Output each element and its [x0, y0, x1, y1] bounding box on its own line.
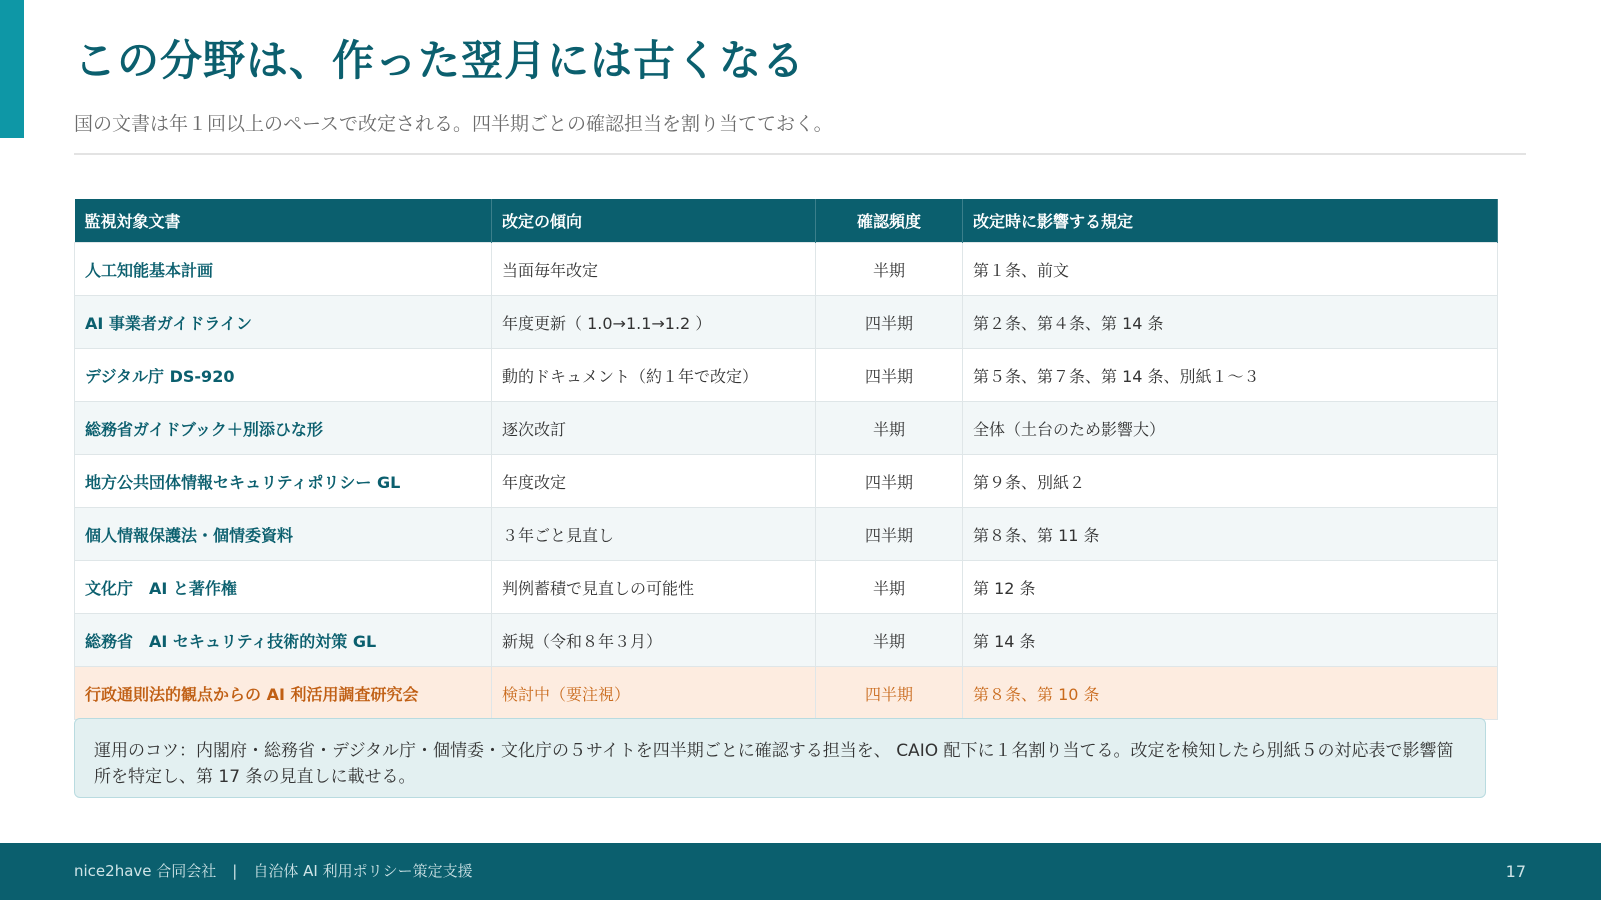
- trend-cell: 年度改定: [492, 455, 816, 508]
- trend-cell: 検討中（要注視）: [492, 667, 816, 720]
- frequency-cell: 半期: [816, 243, 963, 296]
- frequency-cell: 四半期: [816, 296, 963, 349]
- rules-cell: 第 14 条: [963, 614, 1498, 667]
- header-divider: [74, 153, 1526, 155]
- trend-cell: 逐次改訂: [492, 402, 816, 455]
- document-cell: 人工知能基本計画: [75, 243, 492, 296]
- frequency-cell: 四半期: [816, 455, 963, 508]
- footer: [0, 843, 1601, 900]
- trend-cell: 新規（令和８年３月）: [492, 614, 816, 667]
- frequency-cell: 半期: [816, 561, 963, 614]
- column-header-document: 監視対象文書: [75, 199, 492, 243]
- monitoring-table: [74, 199, 1498, 720]
- tip-callout: 運用のコツ：内閣府・総務省・デジタル庁・個情委・文化庁の５サイトを四半期ごとに確認する担当を、 CAIO 配下に１名割り当てる。改定を検知したら別紙５の対応表で影響箇所を特定し、第 17 条の見直しに載せる。: [74, 718, 1486, 798]
- column-header-trend: 改定の傾向: [492, 199, 816, 243]
- rules-cell: 第８条、第 10 条: [963, 667, 1498, 720]
- trend-cell: 判例蓄積で見直しの可能性: [492, 561, 816, 614]
- frequency-cell: 四半期: [816, 667, 963, 720]
- frequency-cell: 半期: [816, 402, 963, 455]
- rules-cell: 第１条、前文: [963, 243, 1498, 296]
- table-row: [75, 243, 1498, 296]
- table-row: [75, 402, 1498, 455]
- table-row: [75, 349, 1498, 402]
- rules-cell: 全体（土台のため影響大）: [963, 402, 1498, 455]
- rules-cell: 第８条、第 11 条: [963, 508, 1498, 561]
- page-number: 17: [1505, 862, 1526, 881]
- document-cell: 地方公共団体情報セキュリティポリシー GL: [75, 455, 492, 508]
- document-cell: 個人情報保護法・個情委資料: [75, 508, 492, 561]
- footer-project: 自治体 AI 利用ポリシー策定支援: [253, 862, 473, 880]
- page-title: この分野は、作った翌月には古くなる: [74, 36, 806, 85]
- document-cell: AI 事業者ガイドライン: [75, 296, 492, 349]
- footer-company: nice2have 合同会社: [74, 862, 217, 880]
- table-row: [75, 296, 1498, 349]
- document-cell: デジタル庁 DS-920: [75, 349, 492, 402]
- frequency-cell: 半期: [816, 614, 963, 667]
- trend-cell: 動的ドキュメント（約１年で改定）: [492, 349, 816, 402]
- accent-bar: [0, 0, 24, 138]
- document-cell: 総務省ガイドブック＋別添ひな形: [75, 402, 492, 455]
- table-row: [75, 561, 1498, 614]
- column-header-rules: 改定時に影響する規定: [963, 199, 1498, 243]
- table-header-row: [75, 199, 1498, 243]
- rules-cell: 第５条、第７条、第 14 条、別紙１〜３: [963, 349, 1498, 402]
- rules-cell: 第９条、別紙２: [963, 455, 1498, 508]
- page-subtitle: 国の文書は年１回以上のペースで改定される。四半期ごとの確認担当を割り当てておく。: [74, 113, 833, 135]
- document-cell: 行政通則法的観点からの AI 利活用調査研究会: [75, 667, 492, 720]
- frequency-cell: 四半期: [816, 349, 963, 402]
- rules-cell: 第 12 条: [963, 561, 1498, 614]
- document-cell: 総務省 AI セキュリティ技術的対策 GL: [75, 614, 492, 667]
- table-row: [75, 508, 1498, 561]
- frequency-cell: 四半期: [816, 508, 963, 561]
- trend-cell: 年度更新（ 1.0→1.1→1.2 ）: [492, 296, 816, 349]
- rules-cell: 第２条、第４条、第 14 条: [963, 296, 1498, 349]
- trend-cell: ３年ごと見直し: [492, 508, 816, 561]
- document-cell: 文化庁 AI と著作権: [75, 561, 492, 614]
- table-row-highlighted: [75, 667, 1498, 720]
- table-row: [75, 455, 1498, 508]
- footer-separator: |: [232, 862, 238, 880]
- column-header-frequency: 確認頻度: [816, 199, 963, 243]
- footer-credits: [74, 843, 473, 900]
- trend-cell: 当面毎年改定: [492, 243, 816, 296]
- table-row: [75, 614, 1498, 667]
